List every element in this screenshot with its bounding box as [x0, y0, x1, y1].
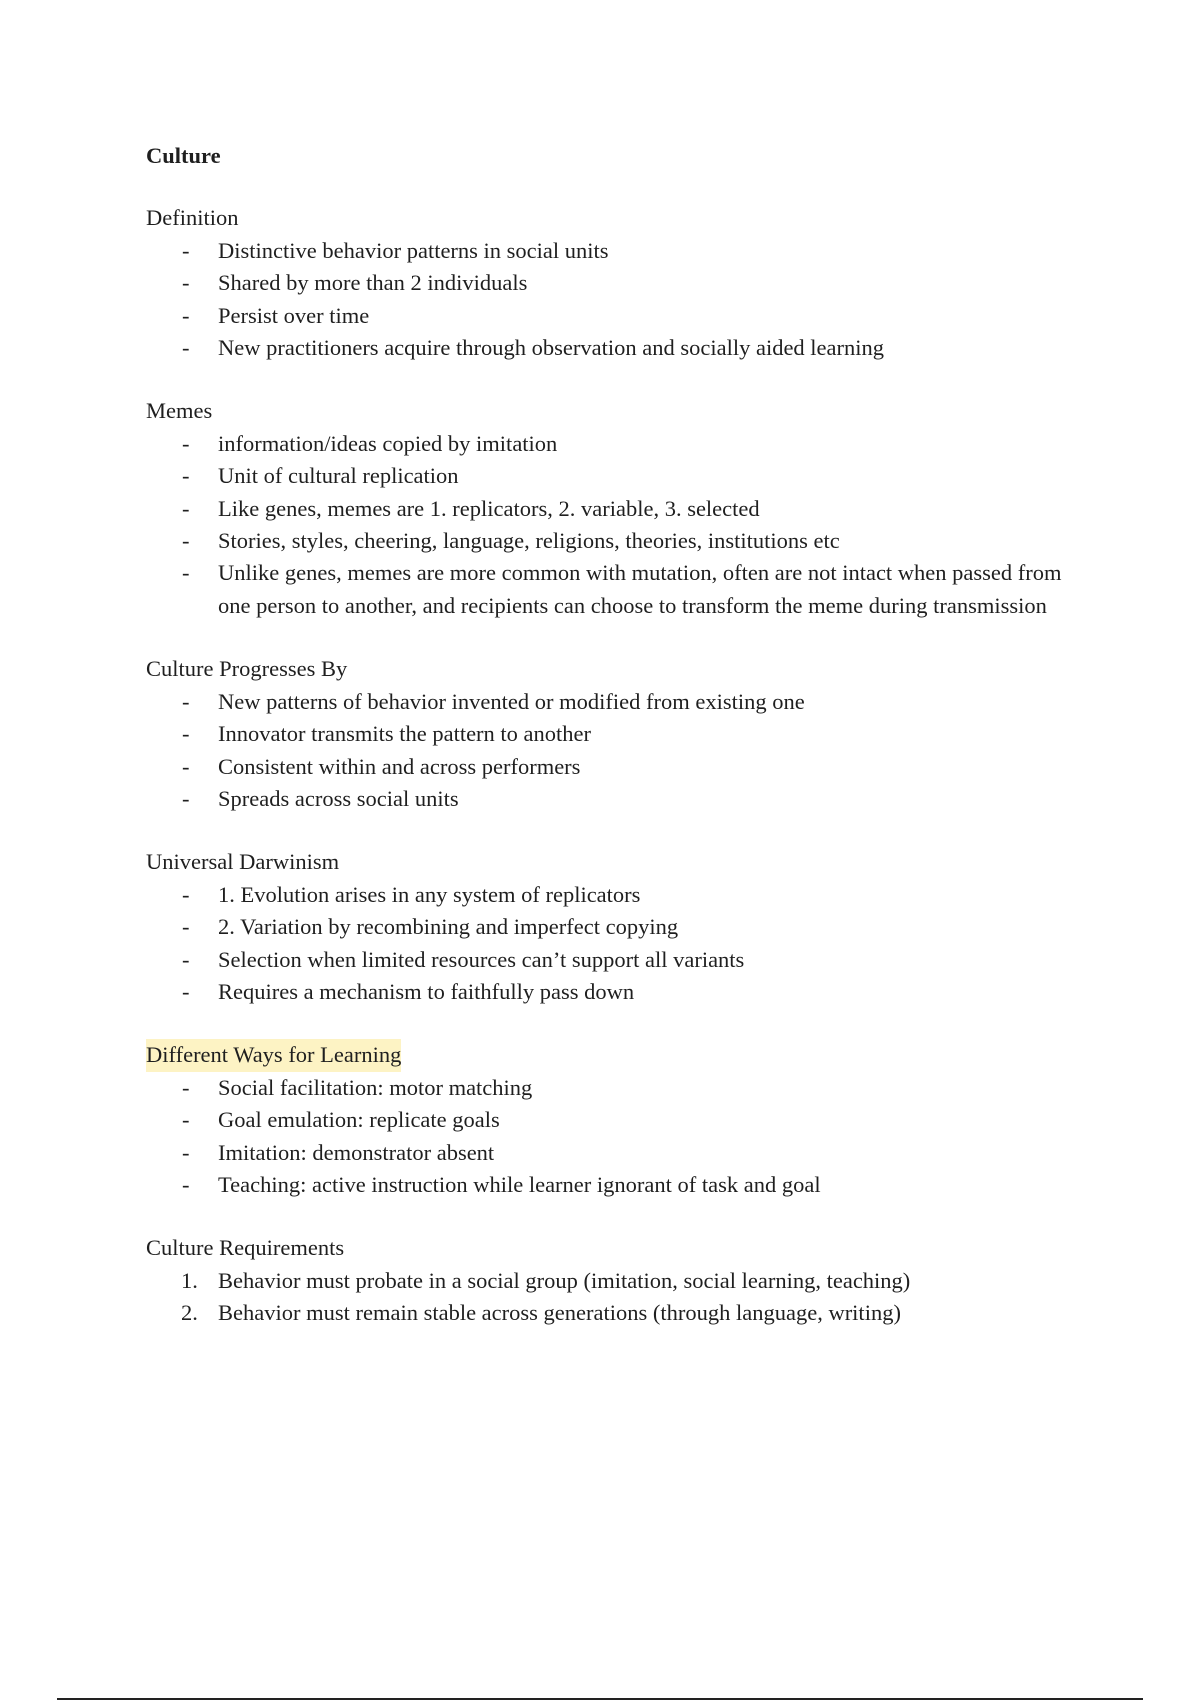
- bullet-list: [146, 686, 1096, 816]
- numbered-list: [146, 1265, 1096, 1330]
- bullet-marker: -: [182, 237, 190, 263]
- list-number: 2.: [181, 1300, 198, 1326]
- bullet-marker: -: [182, 560, 190, 586]
- list-item-text: Goal emulation: replicate goals: [218, 1107, 500, 1133]
- document-title: Culture: [146, 143, 221, 168]
- list-item-text: Like genes, memes are 1. replicators, 2. variable, 3. selected: [218, 495, 760, 521]
- list-item: [146, 944, 1096, 976]
- section-universal-darwinism: [146, 846, 1096, 1008]
- bullet-marker: -: [182, 335, 190, 361]
- list-item-text: Persist over time: [218, 302, 370, 328]
- bullet-list: [146, 235, 1096, 365]
- bullet-marker: -: [182, 753, 190, 779]
- list-item: [146, 460, 1096, 492]
- list-item: [146, 879, 1096, 911]
- list-item: [146, 686, 1096, 718]
- list-item-text: New patterns of behavior invented or modified from existing one: [218, 688, 805, 714]
- list-item-text: New practitioners acquire through observation and socially aided learning: [218, 335, 885, 361]
- list-item-text: Behavior must probate in a social group (imitation, social learning, teaching): [218, 1267, 911, 1293]
- bullet-marker: -: [182, 946, 190, 972]
- list-item-text: 2. Variation by recombining and imperfect copying: [218, 914, 679, 940]
- section-heading: Culture Requirements: [146, 1235, 345, 1261]
- list-item: [146, 911, 1096, 943]
- list-item: [146, 976, 1096, 1008]
- list-item: [146, 267, 1096, 299]
- section-culture-progresses-by: [146, 653, 1096, 815]
- bullet-list: [146, 879, 1096, 1009]
- section-culture-requirements: [146, 1232, 1096, 1329]
- bullet-marker: -: [182, 302, 190, 328]
- list-item: [146, 557, 1096, 622]
- list-item: [146, 1297, 1096, 1329]
- list-item-text: Innovator transmits the pattern to another: [218, 721, 592, 747]
- section-heading-highlighted: Different Ways for Learning: [146, 1039, 401, 1071]
- list-item: [146, 751, 1096, 783]
- list-item: [146, 1104, 1096, 1136]
- list-item: [146, 783, 1096, 815]
- bullet-marker: -: [182, 978, 190, 1004]
- bullet-marker: -: [182, 1139, 190, 1165]
- list-item-text: 1. Evolution arises in any system of replicators: [218, 881, 641, 907]
- bullet-marker: -: [182, 1171, 190, 1197]
- list-item: [146, 1265, 1096, 1297]
- list-item-text: Requires a mechanism to faithfully pass down: [218, 978, 635, 1004]
- bullet-marker: -: [182, 1107, 190, 1133]
- section-memes: [146, 395, 1096, 622]
- list-item-text: Social facilitation: motor matching: [218, 1074, 533, 1100]
- bullet-list: [146, 1072, 1096, 1202]
- list-item-text: Unit of cultural replication: [218, 463, 459, 489]
- section-heading: Definition: [146, 205, 239, 231]
- section-different-ways-for-learning: [146, 1039, 1096, 1201]
- bullet-marker: -: [182, 881, 190, 907]
- bullet-list: [146, 428, 1096, 622]
- list-item-text: Distinctive behavior patterns in social units: [218, 237, 609, 263]
- section-heading: Memes: [146, 398, 213, 424]
- bullet-marker: -: [182, 785, 190, 811]
- list-item: [146, 428, 1096, 460]
- list-item: [146, 718, 1096, 750]
- list-item-text: Consistent within and across performers: [218, 753, 581, 779]
- list-item: [146, 235, 1096, 267]
- bullet-marker: -: [182, 430, 190, 456]
- list-item: [146, 332, 1096, 364]
- list-item-text: Selection when limited resources can’t support all variants: [218, 946, 745, 972]
- list-item-text: Shared by more than 2 individuals: [218, 270, 528, 296]
- list-item: [146, 493, 1096, 525]
- list-item-text: Teaching: active instruction while learner ignorant of task and goal: [218, 1171, 821, 1197]
- list-number: 1.: [181, 1267, 198, 1293]
- document-page: [146, 140, 1096, 1361]
- list-item: [146, 525, 1096, 557]
- list-item: [146, 1137, 1096, 1169]
- list-item-text: Spreads across social units: [218, 785, 459, 811]
- list-item-text: Unlike genes, memes are more common with mutation, often are not intact when passed from one person to another, and recipients can choose to transform the meme during transmission: [218, 560, 1062, 618]
- bullet-marker: -: [182, 914, 190, 940]
- bullet-marker: -: [182, 270, 190, 296]
- section-definition: [146, 202, 1096, 364]
- list-item: [146, 1072, 1096, 1104]
- section-heading: Culture Progresses By: [146, 656, 348, 682]
- bullet-marker: -: [182, 688, 190, 714]
- section-heading: Universal Darwinism: [146, 849, 340, 875]
- bullet-marker: -: [182, 463, 190, 489]
- bullet-marker: -: [182, 721, 190, 747]
- list-item-text: Behavior must remain stable across generations (through language, writing): [218, 1300, 901, 1326]
- list-item: [146, 1169, 1096, 1201]
- bullet-marker: -: [182, 1074, 190, 1100]
- list-item-text: Imitation: demonstrator absent: [218, 1139, 495, 1165]
- bullet-marker: -: [182, 528, 190, 554]
- list-item-text: Stories, styles, cheering, language, religions, theories, institutions etc: [218, 528, 840, 554]
- list-item-text: information/ideas copied by imitation: [218, 430, 558, 456]
- bullet-marker: -: [182, 495, 190, 521]
- list-item: [146, 300, 1096, 332]
